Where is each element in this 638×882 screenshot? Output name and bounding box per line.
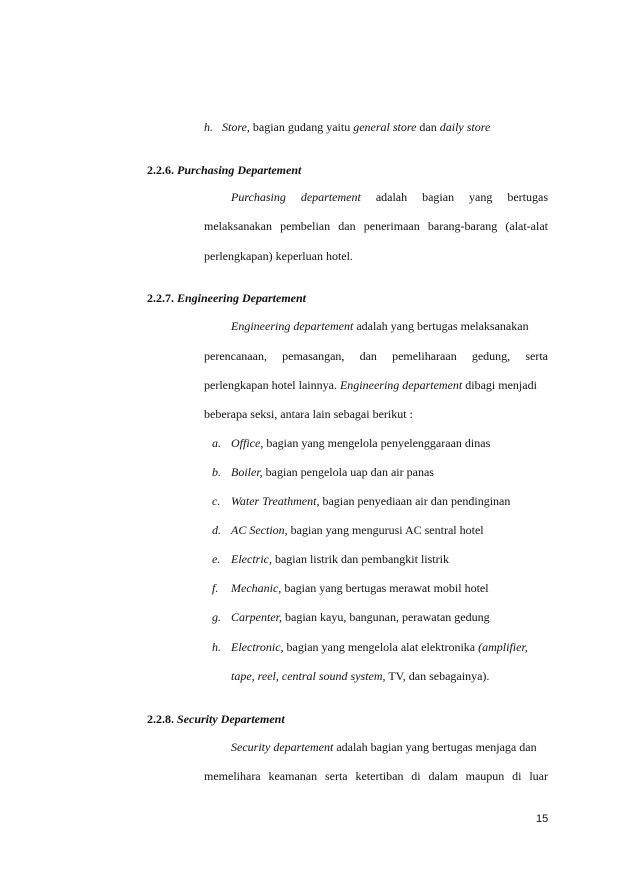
item-letter: f. — [212, 581, 219, 595]
list-item — [212, 493, 510, 509]
section-number: 2.2.6. — [147, 163, 174, 177]
item-text: dan — [416, 120, 440, 134]
item-letter: c. — [212, 494, 221, 508]
paragraph-line: perlengkapan) keperluan hotel. — [204, 249, 353, 263]
section-title: Purchasing Departement — [177, 163, 302, 177]
item-letter: h. — [204, 120, 213, 134]
item-text: bagian yang mengelola alat elektronika — [283, 640, 479, 654]
paragraph-line: melaksanakan pembelian dan penerimaan barang-barang (alat-alat — [204, 219, 548, 233]
item-text: bagian kayu, bangunan, perawatan gedung — [282, 610, 490, 624]
item-term: tape, reel, central sound system, — [231, 669, 386, 683]
item-term: Electric, — [231, 552, 272, 566]
section-heading-purchasing — [147, 162, 301, 178]
term: Engineering departement — [339, 378, 463, 392]
item-letter: g. — [212, 610, 221, 624]
item-term: Boiler, — [231, 465, 263, 479]
item-letter: b. — [212, 465, 221, 479]
paragraph-line: beberapa seksi, antara lain sebagai berikut : — [204, 407, 413, 421]
item-text: bagian gudang yaitu — [249, 120, 354, 134]
item-term: Store, — [222, 120, 250, 134]
item-text: bagian pengelola uap dan air panas — [262, 465, 434, 479]
paragraph-line — [231, 739, 537, 755]
item-text: bagian yang mengurusi AC sentral hotel — [287, 523, 484, 537]
item-letter: h. — [212, 640, 221, 654]
term: Purchasing departement — [231, 190, 361, 204]
term: Security departement — [231, 740, 334, 754]
item-term: (amplifier, — [478, 640, 528, 654]
section-number: 2.2.7. — [147, 291, 174, 305]
term: Engineering departement — [231, 319, 354, 333]
section-number: 2.2.8. — [147, 712, 174, 726]
paragraph-line — [231, 318, 529, 334]
item-term: daily store — [439, 120, 491, 134]
list-item-continuation — [231, 668, 489, 684]
item-letter: a. — [212, 436, 221, 450]
paragraph-line: memelihara keamanan serta ketertiban di dalam maupun di luar — [204, 769, 548, 783]
item-term: AC Section, — [231, 523, 288, 537]
text: adalah yang bertugas melaksanakan — [353, 319, 529, 333]
text: perlengkapan hotel lainnya. — [204, 378, 340, 392]
list-item — [212, 551, 449, 567]
section-title: Engineering Departement — [177, 291, 307, 305]
list-item — [212, 639, 548, 655]
store-item — [204, 119, 490, 135]
list-item — [212, 580, 489, 596]
item-term: Carpenter, — [231, 610, 282, 624]
list-item — [212, 464, 434, 480]
paragraph-line — [204, 377, 537, 393]
item-text: bagian penyediaan air dan pendinginan — [319, 494, 511, 508]
section-heading-engineering — [147, 290, 306, 306]
item-term: Mechanic, — [231, 581, 282, 595]
item-text: bagian listrik dan pembangkit listrik — [271, 552, 449, 566]
list-item — [212, 522, 484, 538]
item-text: bagian yang bertugas merawat mobil hotel — [281, 581, 489, 595]
list-item — [212, 609, 490, 625]
item-term: Water Treathment, — [231, 494, 320, 508]
paragraph-line: perencanaan, pemasangan, dan pemeliharaan gedung, serta — [204, 349, 548, 363]
text: adalah bagian yang bertugas menjaga dan — [333, 740, 537, 754]
item-letter: e. — [212, 552, 221, 566]
section-heading-security — [147, 711, 285, 727]
item-text: TV, dan sebagainya). — [385, 669, 490, 683]
page-number: 15 — [536, 813, 549, 825]
paragraph-line — [231, 189, 548, 205]
section-title: Security Departement — [177, 712, 285, 726]
text: adalah bagian yang bertugas — [375, 190, 548, 204]
text: dibagi menjadi — [462, 378, 537, 392]
item-letter: d. — [212, 523, 221, 537]
item-text: bagian yang mengelola penyelenggaraan dinas — [263, 436, 491, 450]
item-term: Electronic, — [231, 640, 284, 654]
item-term: Office, — [231, 436, 264, 450]
list-item — [212, 435, 490, 451]
item-term: general store — [353, 120, 417, 134]
